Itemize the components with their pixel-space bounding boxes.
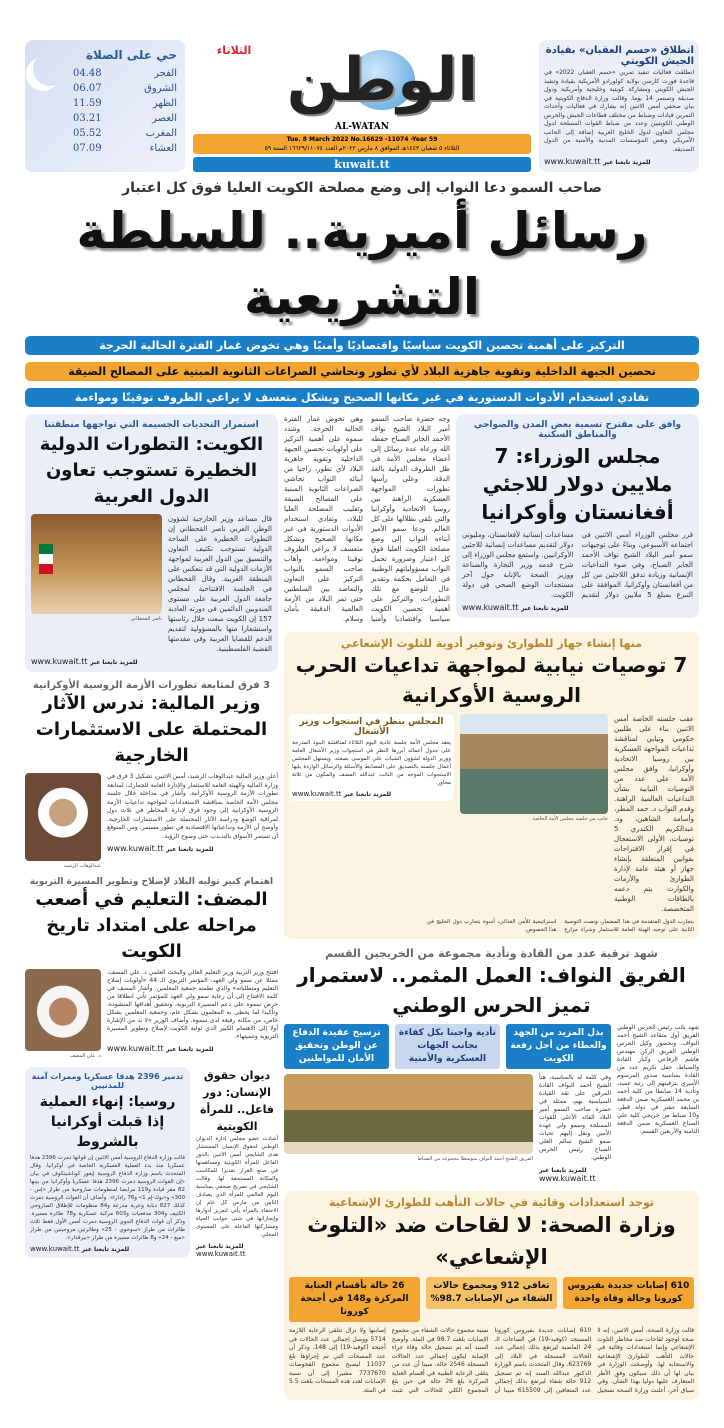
prayer-time-row bbox=[73, 81, 177, 96]
more-link[interactable]: www.kuwait.tt للمزيد تابعنا عبر bbox=[107, 844, 214, 853]
prayer-time: 05.52 bbox=[73, 128, 102, 139]
interpellation-box bbox=[289, 714, 454, 801]
kuwait-arab-story bbox=[25, 414, 278, 672]
prayer-title: حي على الصلاة bbox=[85, 48, 177, 62]
kuwait-flag-icon bbox=[39, 544, 53, 574]
top-story-headline: انطلاق «حسم العقبان» بقيادة الجيش الكويتي bbox=[545, 45, 694, 67]
health-kicker: توجد استعدادات وقائية في حالات التأهب للطوارئ الإشعاعية bbox=[328, 1196, 655, 1209]
lead-body: وجه حضرة صاحب السمو أمير البلاد الشيخ نواف الأحمد الجابر الصباح حفظه الله ورعاه عدة رسائل إلى أعضاء مجلس الأمة في ظل الظروف الدولية بالغة الدقة، وعلى رأسها تطورات المواجهة العسكرية الراهنة بين روسيا الاتحادية وأوكرانيا والتي تلقي بظلالها على كل العالم. ودعا سمو الأمير أبناءه النواب إلى وضع مصلحة الكويت العليا فوق كل اعتبار وضرورة تحمل النواب مسؤولياتهم الوطنية في التعامل بحكمة وتقدير عال للوضع مع تلك التطورات، والتركيز على أهمية تحصين الكويت سياسيا واقتصاديا وأمنيا وهي تخوض غمار الفترة الحالية الحرجة. وشدد سموه على أهمية التركيز على أولويات تحصين الجبهة الداخلية وتقوية جاهزية البلاد لأي تطور، راجيا من أبنائه النواب تحاشي الصراعات الثانوية المبنية على المصالح الضيقة وتغليب المصلحة العليا للبلاد، وتفادي استخدام الأدوات الدستورية في غير مكانها الصحيح وبشكل متعسف لا يراعي الظروف توقيتا ومواءمة. وأهاب صاحب السمو بالنواب التركيز على التعاون والتعاضد بين السلطتين حتى تمر البلاد من الأزمة العالمية الدقيقة بأمان وسلام. bbox=[284, 415, 450, 623]
photo-caption: جانب من جلسة مجلس الأمة الخاصة bbox=[532, 816, 608, 822]
kuwait-arab-body: قال مساعد وزير الخارجية لشؤون الوطن العربي ناصر القحطاني إن التطورات الخطيرة على الساحة الدولية تستوجب تكثيف التعاون والتنسيق بين الدول العربية لمواجهة الأزمات الدولية التي قد تنعكس على المنطقة العربية. وقال القحطاني في الجلسة الافتتاحية لمجلس جامعة الدول العربية على مستوى المندوبين الدائمين في دورته العادية 157 إن الكويت سعت خلال رئاستها واستشعارا منها بالمسؤولية لتقديم الدعم للقضايا العربية وفي مقدمتها القضية الفلسطينية. bbox=[168, 515, 272, 653]
finance-minister-photo bbox=[25, 773, 101, 861]
lead-kicker: صاحب السمو دعا النواب إلى وضع مصلحة الكويت العليا فوق كل اعتبار bbox=[122, 180, 602, 196]
education-story bbox=[25, 877, 278, 1059]
parliament-session-photo bbox=[460, 714, 608, 814]
lead-headline: رسائل أميرية.. للسلطة التشريعية bbox=[76, 202, 648, 326]
education-headline: المضف: التعليم في أصعب مراحله على امتداد تاريخ الكويت bbox=[35, 889, 268, 962]
finance-headline: وزير المالية: ندرس الآثار المحتملة على الاستثمارات الخارجية bbox=[35, 693, 268, 766]
guard-kicker: شهد ترقية عدد من القادة وتأدية مجموعة من الخريجين القسم bbox=[325, 947, 658, 960]
prayer-time: 11.59 bbox=[73, 98, 102, 109]
photo-caption: عبدالوهاب الرشيد bbox=[63, 863, 101, 869]
cabinet-story bbox=[456, 414, 699, 618]
header bbox=[25, 40, 699, 172]
health-body: قالت وزارة الصحة، أمس الاثنين، إنه لا صحة لوجود لقاحات ضد مخاطر التلوث الإشعاعي وإنما استعدادات وقائية في حالات التأهب للطوارئ الإشعاعية والاستجابة لها. وأوضحت الوزارة في بيان لها أن ذلك سيكون وفق الأطر المتعارف عليها دوليا بهذا الشأن. وفي سياق آخر، أعلنت وزارة الصحة تسجيل 610 إصابات جديدة بفيروس كورونا المستجد (كوفيد-19) في الساعات الـ 24 الماضية ليرتفع بذلك إجمالي عدد الحالات المسجلة في البلاد إلى 623769. وقال المتحدث باسم الوزارة الدكتور عبدالله السند إنه تم تسجيل 912 حالة شفاء ليرتفع بذلك إجمالي عدد المتعافين إلى 615509 مبينا أن نسبة مجموع حالات الشفاء من مجموع الإصابات بلغت 98.7 في المئة. وأوضح السند أنه تم تسجيل حالة وفاة جراء الإصابة ليكون إجمالي عدد الحالات المسجلة 2546 حالة، مبينا أن عدد من يتلقى الرعاية الطبية في أقسام العناية المركزة بلغ 26 حالة في حين بلغ المجموع الكلي للحالات التي تثبت إصابتها ولا تزال تتلقى الرعاية اللازمة 5714 ووصل إجمالي عدد الحالات في أجنحة (كوفيد-19) إلى 148. وذكر أن عدد المسحات التي تم إجراؤها بلغ 11037 ليصبح مجموع الفحوصات 7737670 مشيرا إلى أن نسبة الإصابات لعدد هذه المسحات بلغت 5.5 في المئة. bbox=[289, 1327, 694, 1394]
top-story-box bbox=[539, 40, 699, 172]
more-link[interactable]: www.kuwait.tt للمزيد تابعنا عبر bbox=[31, 657, 138, 666]
interpellation-headline: المجلس ينظر في استجواب وزير الأشغال bbox=[299, 717, 444, 737]
finance-body: أعلن وزير المالية عبدالوهاب الرشيد، أمس الاثنين، تشكيل 3 فرق في وزارة المالية والهيئة العامة للاستثمار والإدارة العامة للجمارك، لمتابعة تطورات الأزمة الروسية الأوكرانية. وأشار في مداخلة خلال جلسة مجلس الأمة الخاصة بمناقشة الاستعدادات لمواجهة تداعيات الأزمة الروسية الأوكرانية إلى وجود فرق لإدارة المخاطر في ثلاث دول لمراقبة الوضع ودراسة الآثار المحتملة على الاستثمارات الخارجية. وأوضح أن الأزمة وتداعياتها الاقتصادية في تطور مستمر، ومن المتوقع أن تستمر الأسواق بالتذبذب حتى وضوح الرؤية. bbox=[107, 773, 278, 840]
prayer-time: 03.21 bbox=[73, 113, 102, 124]
top-story-body: انطلقت فعاليات تنفيذ تمرين «حسم العقبان 2022» في قاعدة فورت كارسن بولاية كولورادو الأمريكية بقيادة وتنفيذ الجيش الكويتي ومشاركة كويتية وخليجية وأمريكية ودول صديقة وتستمر 14 يوما. وقالت وزارة الدفاع الكويتية في بيان صحفي أمس الاثنين إنه يشارك في فعاليات وأحداث التمرين قيادات وضباط من مختلف قطاعات الجيش والحرس الوطني الكويتيين وعدد من ضباط القوات المسلحة لدول مجلس التعاون لدول الخليج العربية إضافة إلى الجانب الأمريكي وبعض المؤسسات المدنية والأمنية من الدول الصديقة. bbox=[544, 69, 695, 153]
russia-kicker: تدمير 2396 هدفا عسكريا وممرات آمنة للمدنيين bbox=[31, 1072, 184, 1090]
guard-officers-photo bbox=[284, 1074, 533, 1154]
guard-body: شهد نائب رئيس الحرس الوطني الفريق أول متقاعد الشيخ أحمد النواف، وبحضور وكيل الحرس الوطني الفريق الركن مهندس هاشم الرفاعي وكبار القادة والضباط، حفل تكريم عدد من القادة بمناسبة صدور المرسوم الأميري بترقيتهم إلى رتبة عميد، وتأدية 14 ضابطا من كلية أحمد بن محمد العسكرية ضمن الدفعة السابعة عشر في دولة قطر، و10 ضباط من خريجي كلية علي الصباح العسكرية ضمن الدفعة الثامنة والأربعين القسم. bbox=[617, 1024, 699, 1135]
prayer-time-row bbox=[73, 66, 177, 81]
guard-point-2: تأدية واجبنا بكل كفاءة بجانب الجهات العسكرية والأمنية bbox=[395, 1024, 500, 1069]
prayer-time: 06.07 bbox=[73, 83, 102, 94]
masthead bbox=[193, 40, 531, 172]
health-stat-1: 610 إصابات جديدة بفيروس كورونا وحالة وفاة واحدة bbox=[563, 1277, 694, 1309]
more-link[interactable]: www.kuwait.tt للمزيد تابعنا عبر bbox=[30, 1245, 130, 1253]
prayer-name: الشروق bbox=[144, 83, 177, 94]
prayer-name: المغرب bbox=[145, 128, 177, 139]
education-minister-photo bbox=[25, 969, 101, 1051]
more-link[interactable]: للمزيد تابعنا عبر www.kuwait.tt bbox=[196, 1243, 246, 1258]
guard-body-continued: وفي كلمة له بالمناسبة، هنأ الشيخ أحمد النواف القادة المرقين على ثقة القيادة السياسية بهم، ممثلة في حضرة صاحب السمو أمير البلاد القائد الأعلى للقوات المسلحة وسمو ولي عهده الأمين ونقل إليهم تحيات سمو الشيخ سالم العلي الصباح رئيس الحرس الوطني. bbox=[539, 1074, 611, 1161]
prayer-time-row bbox=[73, 126, 177, 141]
russia-headline: روسيا: إنهاء العملية إذا قبلت أوكرانيا بالشروط bbox=[39, 1094, 176, 1150]
health-stat-3: 26 حالة بأقسام العناية المركزة و148 في أجنحة كورونا bbox=[289, 1277, 420, 1322]
prayer-times-box bbox=[25, 40, 185, 172]
cabinet-headline: مجلس الوزراء: 7 ملايين دولار للاجئي أفغانستان وأوكرانيا bbox=[481, 444, 674, 524]
newspaper-logo: الوطن bbox=[286, 45, 478, 115]
main-columns bbox=[25, 414, 699, 1408]
photo-caption: الفريق الشيخ أحمد النواف متوسطا مجموعة من الضباط bbox=[417, 1156, 533, 1162]
arab-league-photo bbox=[31, 514, 162, 614]
prayer-name: العشاء bbox=[149, 143, 177, 154]
photo-caption: ناصر القحطاني bbox=[130, 616, 162, 622]
kuwait-arab-kicker: استمرار التحديات الجسيمة التي تواجهها منطقتنا bbox=[44, 420, 259, 430]
russia-body: قالت وزارة الدفاع الروسية أمس الاثنين إن قواتها دمرت 2396 هدفا عسكريا منذ بدء العملية العسكرية الخاصة في أوكرانيا. وقال المتحدث باسم وزارة الدفاع الروسية إيغور كوناشينكوف في بيان «إن القوات الروسية دمرت 2396 هدفا عسكريا وأوكرانيا من بينها 82 مقر قيادة و119 مرابضا لمنظومات صاروخية من طراز «إس - 300» و«بوك-إم 1» و76 رادارا». وأضاف أن القوات الروسية دمرت كذلك 827 دبابة وعربة مدرعة و84 منظومات للإطلاق الصاروخي الكثيف و304 مدفعيات و603 مركبة عسكرية و78 طائرة مسيرة. وذكر أن قوات الدفاع الجوي الروسية دمرت أمس الأول فقط ثلاث طائرات من طراز «سوخوي - 25» وطائرتين مروحيتين من طراز «ميغ - 24» و8 طائرات مسيرة من طراز «بيرقدار». bbox=[30, 1155, 185, 1241]
day-label: الثلاثاء bbox=[216, 44, 252, 57]
prayer-name: الظهر bbox=[152, 98, 177, 109]
interpellation-body: يعقد مجلس الأمة جلسة عادية اليوم الثلاثاء لمناقشة البنود المدرجة على جدول أعماله أبرزها النظر في استجواب وزير الأشغال العامة ووزير الدولة لشؤون الشباب علي الموسى بصفته. ويستهل المجلس أعمال جلسته بالتصديق على المضابط والأسئلة والرسائل الواردة يليها الاستجواب الموجه من النائب عبدالله المضف والمكون من ثلاثة محاور. bbox=[292, 740, 451, 786]
parliament-body: عقب جلسته الخاصة أمس الاثنين بناء على طلبين حكومي ونيابي لمناقشة تداعيات المواجهة العسكرية بين روسيا الاتحادية وأوكرانيا، وافق مجلس الأمة على عدد من التوصيات النيابية بشأن التداعيات العالمية الراهنة. وقدم النواب د. حمد المطر، وأسامة الشاهين، ود. عبدالكريم الكندري 5 توصيات، الأولى الاستعجال في إقرار الاقتراحات بقوانين المتعلقة بإنشاء جهاز أو هيئة عامة لإدارة الطوارئ والأزمات والكوارث يتم دعمه بالطاقات الوطنية المتخصصة. bbox=[614, 715, 694, 913]
prayer-times-list bbox=[73, 66, 177, 156]
finance-kicker: 3 فرق لمتابعة تطورات الأزمة الروسية الأوكرانية bbox=[32, 680, 271, 691]
prayer-time: 07.09 bbox=[73, 143, 102, 154]
education-body: افتتح وزير التربية وزير التعليم العالي والبحث العلمي د. علي المضف، ممثلا عن سمو ولي العهد، المؤتمر التربوي الـ 44 «أولويات إصلاح التعليم ومتطلباته» والذي نظمته جمعية المعلمين. وأشار المضف في كلمة الافتتاح إلى أن رعاية سمو ولي العهد للمؤتمر تأتي انطلاقا من حرص سموه على دعم المسيرة التربوية، وتحقيق أهدافها المنشودة، وتأكيدا لما يحظى به المعلمون بشكل عام، وجمعية المعلمين بشكل خاص، من مكانة رفيعة لدى سموه. وأضاف الوزير «لا بد من الإشارة أولا إلى الاهتمام الكبير الذي توليه الكويت لإصلاح وتطوير المسيرة التربوية وتنميتها». bbox=[107, 969, 279, 1040]
prayer-time: 04.48 bbox=[73, 68, 102, 79]
human-rights-body: أشادت عضو مجلس إدارة الديوان الوطني لحقوق الإنسان المستشار هدى الشايجي أمس الاثنين بالدور الفاعل للمرأة الكويتية ومساهمتها في صنع القرار تقديرا للمكاسب والمكانة المستحقة لها. وقالت الشايجي في تصريح صحفي بمناسبة اليوم العالمي للمرأة الذي يصادف الثامن من مارس كل عام إن الاحتفاء بالمرأة يأتي لتعزيز أدوارها وإنجازاتها في شتى جوانب الحياة ومشاركتها الفاعلة على المستوى المحلي. bbox=[196, 1136, 278, 1238]
more-link[interactable]: www.kuwait.tt للمزيد تابعنا عبر bbox=[292, 790, 392, 798]
russia-story bbox=[25, 1067, 190, 1258]
finance-story bbox=[25, 680, 278, 869]
photo-caption: د. علي المضف bbox=[69, 1053, 101, 1059]
date-strip bbox=[193, 134, 531, 154]
guard-point-1: بذل المزيد من الجهد والعطاء من أجل رفعة الكويت bbox=[506, 1024, 611, 1069]
health-stat-2: تعافي 912 ومجموع حالات الشفاء من الإصابات 98.7% bbox=[426, 1277, 557, 1309]
prayer-time-row bbox=[73, 141, 177, 156]
kuwait-arab-headline: الكويت: التطورات الدولية الخطيرة تستوجب تعاون الدول العربية bbox=[39, 434, 264, 507]
more-link[interactable]: www.kuwait.tt للمزيد تابعنا عبر bbox=[107, 1044, 214, 1053]
prayer-time-row bbox=[73, 96, 177, 111]
more-link[interactable]: www.kuwait.tt للمزيد تابعنا عبر bbox=[462, 603, 569, 612]
parliament-kicker: منها إنشاء جهاز للطوارئ وتوفير أدوية للتلوث الإشعاعي bbox=[340, 637, 643, 650]
prayer-name: العصر bbox=[152, 113, 177, 124]
website-link[interactable]: kuwait.tt bbox=[193, 157, 531, 172]
lead-point-1: التركيز على أهمية تحصين الكويت سياسيًا واقتصاديًا وأمنيًا وهي تخوض غمار الفترة الحالية الحرجة bbox=[25, 336, 699, 355]
lead-point-3: تفادي استخدام الأدوات الدستورية في غير مكانها الصحيح وبشكل متعسف لا يراعي الظروف توقيتًا ومواءمة bbox=[25, 388, 699, 407]
guard-point-3: ترسيخ عقيدة الدفاع عن الوطن وتحقيق الأمان للمواطنين bbox=[284, 1024, 389, 1069]
human-rights-headline: ديوان حقوق الإنسان: دور فاعل.. للمرأة الكويتية bbox=[200, 1069, 274, 1133]
parliament-headline: 7 توصيات نيابية لمواجهة تداعيات الحرب الروسية الأوكرانية bbox=[295, 653, 688, 707]
health-headline: وزارة الصحة: لا لقاحات ضد «التلوث الإشعاعي» bbox=[307, 1213, 676, 1269]
cabinet-kicker: وافق على مقترح تسمية بعض المدن والضواحي والمناطق السكنية bbox=[473, 420, 682, 440]
national-guard-story bbox=[284, 947, 699, 1183]
human-rights-story bbox=[196, 1067, 278, 1258]
more-link[interactable]: www.kuwait.tt للمزيد تابعنا عبر bbox=[544, 157, 651, 166]
crescent-moon-icon bbox=[33, 52, 67, 86]
date-arabic: الثلاثاء ٥ شعبان ١٤٤٣هـ الموافق ٨ مارس ٢٠٢٢م العدد ١٦٦٢٩/١١٠٧٤ السنة ٥٩ bbox=[264, 145, 460, 152]
logo-latin: AL-WATAN bbox=[335, 122, 389, 132]
education-kicker: اهتمام كبير توليه البلاد لإصلاح وتطوير المسيرة التربوية bbox=[29, 877, 274, 887]
prayer-name: الفجر bbox=[154, 68, 177, 79]
lead-point-2: تحصين الجبهة الداخلية وتقوية جاهزية البلاد لأي تطور وتحاشي الصراعات الثانوية المبنية على المصالح الضيقة bbox=[25, 362, 699, 381]
parliament-body-continued: بتجارب الدول المتقدمة في هذا المضمار، ونصت التوصية الثانية على توجيه الهيئة العامة للاستثمار وشراء مزارع استراتيجية للأمن الغذائي، أسوة بتجارب دول الخليج في هذا الخصوص. bbox=[426, 919, 694, 933]
prayer-time-row bbox=[73, 111, 177, 126]
guard-headline: الفريق النواف: العمل المثمر.. لاستمرار تميز الحرس الوطني bbox=[297, 963, 686, 1017]
parliament-story bbox=[284, 632, 699, 939]
date-english: Tue. 8 March 2022 No.16629 -11074 -Year 59 bbox=[286, 136, 438, 143]
cabinet-body: قرر مجلس الوزراء أمس الاثنين في اجتماعه الأسبوعي، وبناءً على توجيهات سمو أمير البلاد الشيخ نواف الأحمد الجابر الصباح، وفي ضوء التداعيات الإنسانية وزيادة تدفق اللاجئين من كل من أفغانستان وأوكرانيا، الموافقة على التبرع بمبلغ 5 ملايين دولار لتقديم مساعدات إنسانية لأفغانستان، ومليوني دولار لتقديم مساعدات إنسانية للاجئين الأوكرانيين. واستمع مجلس الوزراء إلى شرح قدمه وزير التجارة والصناعة ووزير الصحة بالإنابة حول آخر مستجدات الوضع الصحي في دولة الكويت. bbox=[462, 531, 693, 599]
health-story bbox=[284, 1191, 699, 1400]
more-link[interactable]: للمزيد تابعنا عبر www.kuwait.tt bbox=[539, 1167, 596, 1183]
